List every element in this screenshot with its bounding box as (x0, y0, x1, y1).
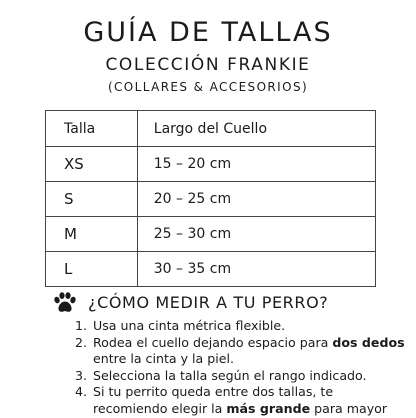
step-text: Rodea el cuello dejando espacio para (93, 334, 333, 350)
table-row (46, 182, 376, 217)
collection-subtitle: COLECCIÓN FRANKIE (105, 55, 311, 75)
range-cell: 15 – 20 cm (137, 147, 375, 182)
paw-icon (53, 292, 77, 314)
size-cell: M (46, 217, 138, 252)
table-row (46, 217, 376, 252)
step-text: para mayor (310, 400, 388, 416)
step-text: Selecciona la talla según el rango indicado. (93, 367, 367, 383)
measuring-steps (73, 318, 411, 418)
table-row (46, 147, 376, 182)
step-emphasis: dos dedos (332, 334, 405, 350)
list-item (91, 384, 411, 417)
how-to-measure-heading: ¿CÓMO MEDIR A TU PERRO? (88, 293, 329, 312)
table-row (46, 252, 376, 287)
list-item (91, 318, 411, 335)
table-header-row (46, 111, 376, 147)
size-cell: XS (46, 147, 138, 182)
range-cell: 30 – 35 cm (137, 252, 375, 287)
column-header-neck-length: Largo del Cuello (137, 111, 375, 147)
size-cell: S (46, 182, 138, 217)
collection-note: (COLLARES & ACCESORIOS) (107, 80, 309, 94)
step-text: Si tu perrito queda entre dos tallas, te recomiendo elegir la (93, 384, 334, 416)
step-emphasis: más grande (226, 400, 311, 416)
column-header-size: Talla (46, 111, 138, 147)
page-title: GUÍA DE TALLAS (83, 17, 333, 48)
list-item (91, 368, 411, 385)
step-text: entre la cinta y la piel. (93, 351, 235, 367)
size-cell: L (46, 252, 138, 287)
range-cell: 25 – 30 cm (137, 217, 375, 252)
range-cell: 20 – 25 cm (137, 182, 375, 217)
step-text: Usa una cinta métrica flexible. (93, 318, 286, 333)
size-table (45, 110, 376, 287)
list-item (91, 335, 411, 368)
